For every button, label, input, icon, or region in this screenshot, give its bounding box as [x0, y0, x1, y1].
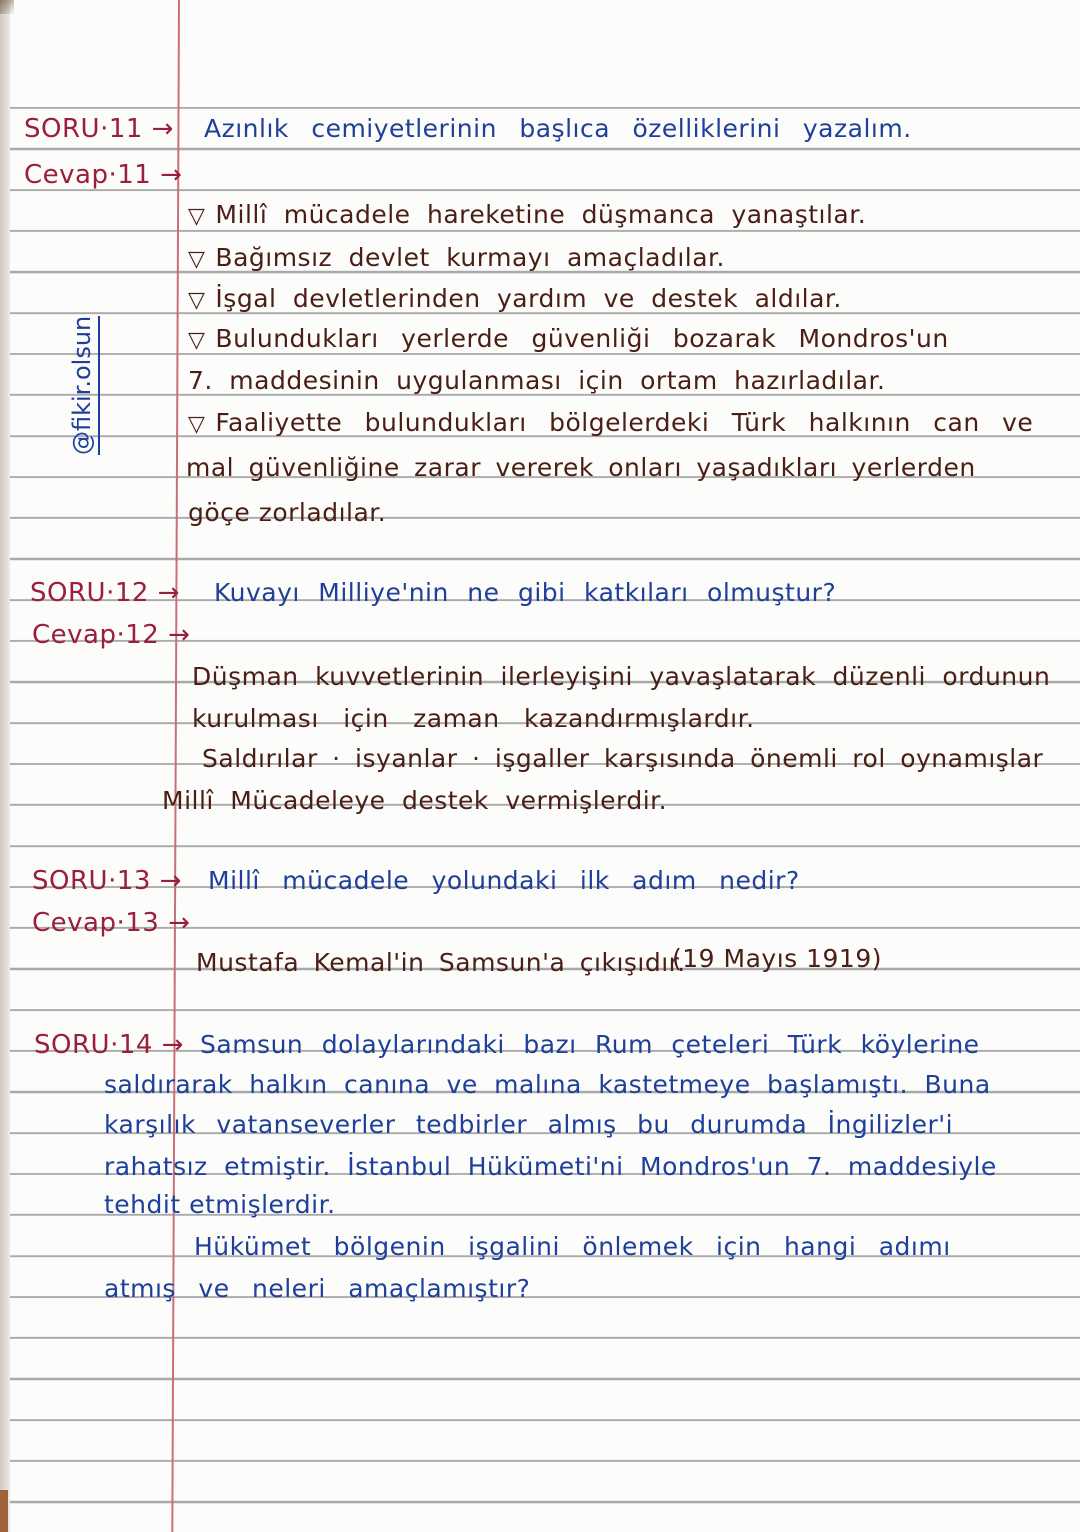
answer-11-line-4 — [188, 324, 949, 353]
question-14-line-2: saldırarak halkın canına ve malına kastetmeye başlamıştı. Buna — [104, 1070, 991, 1099]
question-label-12: SORU·12 → — [30, 578, 180, 608]
question-14-line-1: Samsun dolaylarındaki bazı Rum çeteleri Türk köylerine — [200, 1030, 980, 1059]
answer-text: Faaliyette bulundukları bölgelerdeki Türk halkının can ve — [215, 408, 1034, 437]
question-text-12: Kuvayı Milliye'nin ne gibi katkıları olmuştur? — [214, 578, 837, 607]
triangle-bullet-icon: ▽ — [188, 412, 206, 437]
question-text-11: Azınlık cemiyetlerinin başlıca özelliklerini yazalım. — [204, 114, 912, 143]
question-14-line-3: karşılık vatanseverler tedbirler almış bu durumda İngilizler'i — [104, 1110, 954, 1139]
answer-13-line-1: Mustafa Kemal'in Samsun'a çıkışıdır. — [196, 948, 686, 977]
answer-text: İşgal devletlerinden yardım ve destek aldılar. — [215, 284, 842, 313]
question-14-line-7: atmış ve neleri amaçlamıştır? — [104, 1274, 531, 1303]
answer-13-date: (19 Mayıs 1919) — [672, 944, 882, 973]
answer-11-line-3 — [188, 284, 842, 313]
question-14-line-5: tehdit etmişlerdir. — [104, 1190, 336, 1219]
answer-label-13: Cevap·13 → — [32, 908, 191, 938]
triangle-bullet-icon: ▽ — [188, 247, 206, 272]
answer-11-line-1 — [188, 200, 866, 229]
question-label-14: SORU·14 → — [34, 1030, 184, 1060]
answer-12-line-1: Düşman kuvvetlerinin ilerleyişini yavaşlatarak düzenli ordunun — [192, 662, 1051, 691]
triangle-bullet-icon: ▽ — [188, 328, 206, 353]
triangle-bullet-icon: ▽ — [188, 288, 206, 313]
question-label-13: SORU·13 → — [32, 866, 182, 896]
desk-surface — [0, 1490, 8, 1532]
question-14-line-4: rahatsız etmiştir. İstanbul Hükümeti'ni Mondros'un 7. maddesiyle — [104, 1152, 997, 1181]
answer-label-11: Cevap·11 → — [24, 160, 183, 190]
triangle-bullet-icon: ▽ — [188, 204, 206, 229]
question-14-line-6: Hükümet bölgenin işgalini önlemek için hangi adımı — [194, 1232, 951, 1261]
answer-text: Bulundukları yerlerde güvenliği bozarak Mondros'un — [215, 324, 949, 353]
watermark-handle: @fikir.olsun — [68, 316, 100, 455]
answer-12-line-2: kurulması için zaman kazandırmışlardır. — [192, 704, 755, 733]
answer-11-line-5: 7. maddesinin uygulanması için ortam hazırladılar. — [188, 366, 886, 395]
question-label-11: SORU·11 → — [24, 114, 174, 144]
answer-11-line-7: mal güvenliğine zarar vererek onları yaşadıkları yerlerden — [186, 453, 976, 482]
answer-text: Bağımsız devlet kurmayı amaçladılar. — [215, 243, 725, 272]
page-left-edge — [0, 0, 10, 1532]
page-corner — [0, 0, 14, 14]
answer-12-line-3: Saldırılar · isyanlar · işgaller karşısında önemli rol oynamışlar — [202, 744, 1044, 773]
answer-text: Millî mücadele hareketine düşmanca yanaştılar. — [215, 200, 867, 229]
answer-11-line-2 — [188, 243, 725, 272]
answer-11-line-6 — [188, 408, 1033, 437]
answer-11-line-8: göçe zorladılar. — [188, 498, 387, 527]
answer-label-12: Cevap·12 → — [32, 620, 191, 650]
answer-12-line-4: Millî Mücadeleye destek vermişlerdir. — [162, 786, 668, 815]
question-text-13: Millî mücadele yolundaki ilk adım nedir? — [208, 866, 800, 895]
